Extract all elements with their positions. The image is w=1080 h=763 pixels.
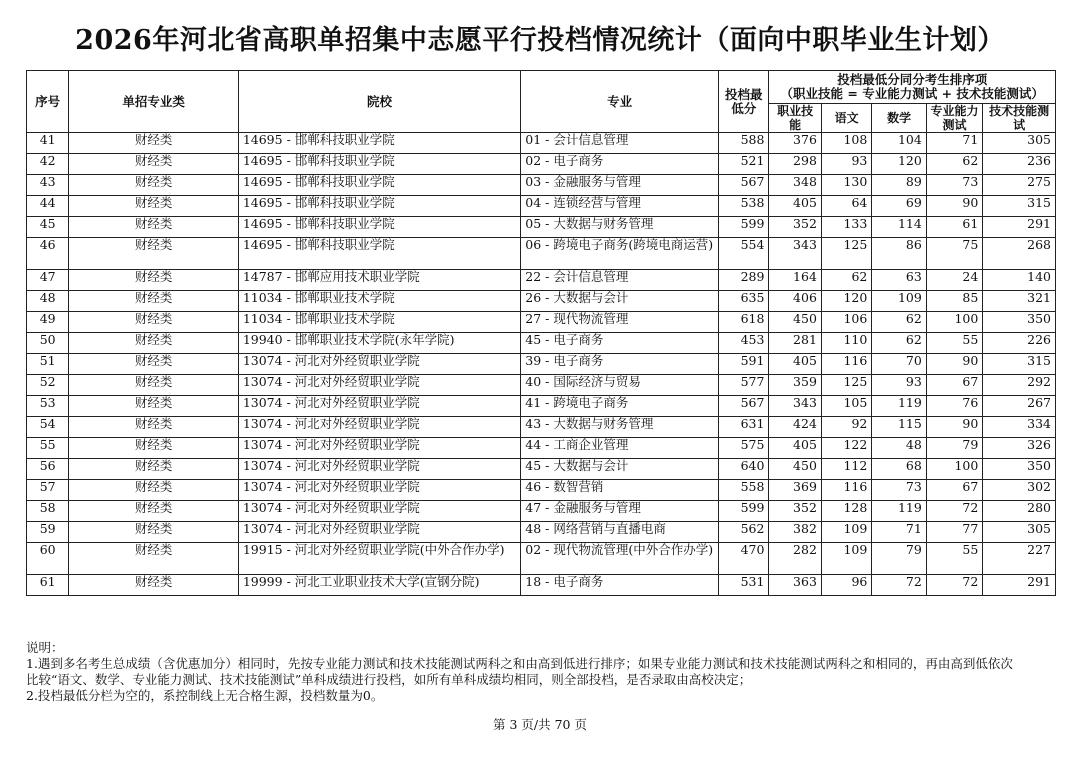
min-score-cell: 591: [719, 354, 769, 375]
professional-cell: 73: [926, 175, 982, 196]
school-cell: 13074 - 河北对外经贸职业学院: [238, 438, 520, 459]
category-cell: 财经类: [69, 459, 238, 480]
table-row: [27, 575, 1056, 596]
math-cell: 63: [872, 270, 926, 291]
school-cell: 11034 - 邯郸职业技术学院: [238, 312, 520, 333]
vocational-cell: 282: [769, 543, 821, 575]
chinese-cell: 64: [821, 196, 871, 217]
chinese-cell: 108: [821, 133, 871, 154]
technical-cell: 315: [983, 354, 1056, 375]
professional-cell: 77: [926, 522, 982, 543]
chinese-cell: 109: [821, 543, 871, 575]
major-cell: 45 - 大数据与会计: [521, 459, 719, 480]
header-chinese: 语文: [821, 104, 871, 133]
math-cell: 119: [872, 396, 926, 417]
seq-cell: 42: [27, 154, 69, 175]
major-cell: 39 - 电子商务: [521, 354, 719, 375]
professional-cell: 62: [926, 154, 982, 175]
major-cell: 05 - 大数据与财务管理: [521, 217, 719, 238]
math-cell: 104: [872, 133, 926, 154]
min-score-cell: 558: [719, 480, 769, 501]
table-row: [27, 522, 1056, 543]
major-cell: 46 - 数智营销: [521, 480, 719, 501]
school-cell: 13074 - 河北对外经贸职业学院: [238, 480, 520, 501]
technical-cell: 305: [983, 522, 1056, 543]
major-cell: 47 - 金融服务与管理: [521, 501, 719, 522]
min-score-cell: 575: [719, 438, 769, 459]
category-cell: 财经类: [69, 175, 238, 196]
professional-cell: 100: [926, 459, 982, 480]
math-cell: 93: [872, 375, 926, 396]
professional-cell: 67: [926, 375, 982, 396]
professional-cell: 55: [926, 333, 982, 354]
technical-cell: 268: [983, 238, 1056, 270]
header-professional: 专业能力测试: [926, 104, 982, 133]
professional-cell: 85: [926, 291, 982, 312]
major-cell: 03 - 金融服务与管理: [521, 175, 719, 196]
math-cell: 68: [872, 459, 926, 480]
professional-cell: 24: [926, 270, 982, 291]
school-cell: 14787 - 邯郸应用技术职业学院: [238, 270, 520, 291]
technical-cell: 291: [983, 217, 1056, 238]
chinese-cell: 116: [821, 480, 871, 501]
professional-cell: 76: [926, 396, 982, 417]
vocational-cell: 359: [769, 375, 821, 396]
min-score-cell: 289: [719, 270, 769, 291]
category-cell: 财经类: [69, 217, 238, 238]
table-row: [27, 217, 1056, 238]
notes: [26, 640, 1066, 704]
vocational-cell: 281: [769, 333, 821, 354]
school-cell: 14695 - 邯郸科技职业学院: [238, 196, 520, 217]
table-row: [27, 133, 1056, 154]
school-cell: 14695 - 邯郸科技职业学院: [238, 238, 520, 270]
header-school: 院校: [238, 71, 520, 133]
school-cell: 14695 - 邯郸科技职业学院: [238, 133, 520, 154]
chinese-cell: 125: [821, 238, 871, 270]
seq-cell: 58: [27, 501, 69, 522]
category-cell: 财经类: [69, 575, 238, 596]
technical-cell: 302: [983, 480, 1056, 501]
professional-cell: 72: [926, 501, 982, 522]
professional-cell: 71: [926, 133, 982, 154]
major-cell: 26 - 大数据与会计: [521, 291, 719, 312]
category-cell: 财经类: [69, 396, 238, 417]
school-cell: 13074 - 河北对外经贸职业学院: [238, 354, 520, 375]
table-row: [27, 291, 1056, 312]
technical-cell: 334: [983, 417, 1056, 438]
professional-cell: 100: [926, 312, 982, 333]
seq-cell: 46: [27, 238, 69, 270]
major-cell: 41 - 跨境电子商务: [521, 396, 719, 417]
vocational-cell: 382: [769, 522, 821, 543]
school-cell: 13074 - 河北对外经贸职业学院: [238, 396, 520, 417]
min-score-cell: 521: [719, 154, 769, 175]
seq-cell: 59: [27, 522, 69, 543]
table-row: [27, 543, 1056, 575]
table-row: [27, 270, 1056, 291]
major-cell: 48 - 网络营销与直播电商: [521, 522, 719, 543]
technical-cell: 227: [983, 543, 1056, 575]
min-score-cell: 453: [719, 333, 769, 354]
min-score-cell: 631: [719, 417, 769, 438]
chinese-cell: 128: [821, 501, 871, 522]
vocational-cell: 369: [769, 480, 821, 501]
category-cell: 财经类: [69, 196, 238, 217]
category-cell: 财经类: [69, 312, 238, 333]
technical-cell: 226: [983, 333, 1056, 354]
seq-cell: 60: [27, 543, 69, 575]
chinese-cell: 112: [821, 459, 871, 480]
notes-line-3: 2.投档最低分栏为空的，系控制线上无合格生源，投档数量为0。: [26, 688, 384, 703]
major-cell: 01 - 会计信息管理: [521, 133, 719, 154]
vocational-cell: 352: [769, 501, 821, 522]
min-score-cell: 577: [719, 375, 769, 396]
notes-heading: 说明：: [26, 640, 64, 655]
table-row: [27, 459, 1056, 480]
math-cell: 73: [872, 480, 926, 501]
chinese-cell: 105: [821, 396, 871, 417]
professional-cell: 90: [926, 417, 982, 438]
category-cell: 财经类: [69, 522, 238, 543]
major-cell: 40 - 国际经济与贸易: [521, 375, 719, 396]
major-cell: 18 - 电子商务: [521, 575, 719, 596]
vocational-cell: 298: [769, 154, 821, 175]
major-cell: 27 - 现代物流管理: [521, 312, 719, 333]
header-min-score: 投档最低分: [719, 71, 769, 133]
math-cell: 48: [872, 438, 926, 459]
notes-line-1: 1.遇到多名考生总成绩（含优惠加分）相同时，先按专业能力测试和技术技能测试两科之和由高到低进行排序；如果专业能力测试和技术技能测试两科之和相同的，再由高到低依次: [26, 656, 1013, 671]
header-seq: 序号: [27, 71, 69, 133]
chinese-cell: 92: [821, 417, 871, 438]
math-cell: 70: [872, 354, 926, 375]
category-cell: 财经类: [69, 543, 238, 575]
math-cell: 89: [872, 175, 926, 196]
math-cell: 62: [872, 312, 926, 333]
category-cell: 财经类: [69, 154, 238, 175]
table-row: [27, 501, 1056, 522]
category-cell: 财经类: [69, 333, 238, 354]
seq-cell: 44: [27, 196, 69, 217]
chinese-cell: 120: [821, 291, 871, 312]
math-cell: 62: [872, 333, 926, 354]
chinese-cell: 109: [821, 522, 871, 543]
school-cell: 13074 - 河北对外经贸职业学院: [238, 375, 520, 396]
professional-cell: 90: [926, 196, 982, 217]
chinese-cell: 93: [821, 154, 871, 175]
min-score-cell: 567: [719, 175, 769, 196]
table-row: [27, 196, 1056, 217]
school-cell: 11034 - 邯郸职业技术学院: [238, 291, 520, 312]
table-body: [27, 133, 1056, 596]
math-cell: 119: [872, 501, 926, 522]
vocational-cell: 406: [769, 291, 821, 312]
min-score-cell: 538: [719, 196, 769, 217]
seq-cell: 51: [27, 354, 69, 375]
seq-cell: 57: [27, 480, 69, 501]
vocational-cell: 450: [769, 459, 821, 480]
min-score-cell: 618: [719, 312, 769, 333]
table-row: [27, 438, 1056, 459]
header-technical: 技术技能测试: [983, 104, 1056, 133]
professional-cell: 79: [926, 438, 982, 459]
admission-table: [26, 70, 1056, 596]
min-score-cell: 599: [719, 501, 769, 522]
technical-cell: 305: [983, 133, 1056, 154]
min-score-cell: 635: [719, 291, 769, 312]
chinese-cell: 130: [821, 175, 871, 196]
major-cell: 45 - 电子商务: [521, 333, 719, 354]
technical-cell: 291: [983, 575, 1056, 596]
category-cell: 财经类: [69, 480, 238, 501]
vocational-cell: 343: [769, 396, 821, 417]
category-cell: 财经类: [69, 291, 238, 312]
vocational-cell: 405: [769, 354, 821, 375]
school-cell: 19999 - 河北工业职业技术大学(宣钢分院): [238, 575, 520, 596]
category-cell: 财经类: [69, 238, 238, 270]
seq-cell: 61: [27, 575, 69, 596]
category-cell: 财经类: [69, 417, 238, 438]
vocational-cell: 343: [769, 238, 821, 270]
technical-cell: 315: [983, 196, 1056, 217]
table-row: [27, 417, 1056, 438]
header-math: 数学: [872, 104, 926, 133]
table-row: [27, 354, 1056, 375]
vocational-cell: 348: [769, 175, 821, 196]
seq-cell: 41: [27, 133, 69, 154]
table-row: [27, 375, 1056, 396]
vocational-cell: 164: [769, 270, 821, 291]
min-score-cell: 588: [719, 133, 769, 154]
vocational-cell: 405: [769, 438, 821, 459]
school-cell: 14695 - 邯郸科技职业学院: [238, 217, 520, 238]
header-major: 专业: [521, 71, 719, 133]
vocational-cell: 424: [769, 417, 821, 438]
min-score-cell: 554: [719, 238, 769, 270]
seq-cell: 52: [27, 375, 69, 396]
table-row: [27, 480, 1056, 501]
vocational-cell: 352: [769, 217, 821, 238]
professional-cell: 75: [926, 238, 982, 270]
vocational-cell: 376: [769, 133, 821, 154]
chinese-cell: 122: [821, 438, 871, 459]
professional-cell: 55: [926, 543, 982, 575]
chinese-cell: 133: [821, 217, 871, 238]
page-title: 2026年河北省高职单招集中志愿平行投档情况统计（面向中职毕业生计划）: [75, 25, 1005, 56]
min-score-cell: 599: [719, 217, 769, 238]
major-cell: 02 - 电子商务: [521, 154, 719, 175]
major-cell: 04 - 连锁经营与管理: [521, 196, 719, 217]
chinese-cell: 116: [821, 354, 871, 375]
school-cell: 13074 - 河北对外经贸职业学院: [238, 501, 520, 522]
technical-cell: 350: [983, 459, 1056, 480]
seq-cell: 43: [27, 175, 69, 196]
school-cell: 19940 - 邯郸职业技术学院(永年学院): [238, 333, 520, 354]
seq-cell: 56: [27, 459, 69, 480]
chinese-cell: 62: [821, 270, 871, 291]
math-cell: 109: [872, 291, 926, 312]
vocational-cell: 405: [769, 196, 821, 217]
table-row: [27, 312, 1056, 333]
technical-cell: 350: [983, 312, 1056, 333]
header-category: 单招专业类: [69, 71, 238, 133]
seq-cell: 53: [27, 396, 69, 417]
category-cell: 财经类: [69, 375, 238, 396]
major-cell: 44 - 工商企业管理: [521, 438, 719, 459]
math-cell: 79: [872, 543, 926, 575]
min-score-cell: 531: [719, 575, 769, 596]
major-cell: 02 - 现代物流管理(中外合作办学): [521, 543, 719, 575]
technical-cell: 280: [983, 501, 1056, 522]
major-cell: 22 - 会计信息管理: [521, 270, 719, 291]
header-vocational: 职业技能: [769, 104, 821, 133]
professional-cell: 61: [926, 217, 982, 238]
min-score-cell: 567: [719, 396, 769, 417]
technical-cell: 292: [983, 375, 1056, 396]
math-cell: 115: [872, 417, 926, 438]
technical-cell: 236: [983, 154, 1056, 175]
math-cell: 86: [872, 238, 926, 270]
school-cell: 13074 - 河北对外经贸职业学院: [238, 459, 520, 480]
chinese-cell: 96: [821, 575, 871, 596]
table-row: [27, 238, 1056, 270]
seq-cell: 50: [27, 333, 69, 354]
math-cell: 69: [872, 196, 926, 217]
category-cell: 财经类: [69, 354, 238, 375]
math-cell: 120: [872, 154, 926, 175]
vocational-cell: 363: [769, 575, 821, 596]
seq-cell: 45: [27, 217, 69, 238]
seq-cell: 48: [27, 291, 69, 312]
min-score-cell: 562: [719, 522, 769, 543]
table-row: [27, 154, 1056, 175]
math-cell: 72: [872, 575, 926, 596]
header-rank-title: 投档最低分同分考生排序项: [837, 72, 988, 87]
category-cell: 财经类: [69, 501, 238, 522]
chinese-cell: 110: [821, 333, 871, 354]
school-cell: 13074 - 河北对外经贸职业学院: [238, 522, 520, 543]
seq-cell: 49: [27, 312, 69, 333]
notes-line-2: 比较“语文、数学、专业能力测试、技术技能测试”单科成绩进行投档，如所有单科成绩均相同，则全部投档，是否录取由高校决定；: [26, 672, 752, 687]
category-cell: 财经类: [69, 270, 238, 291]
chinese-cell: 106: [821, 312, 871, 333]
category-cell: 财经类: [69, 133, 238, 154]
seq-cell: 54: [27, 417, 69, 438]
school-cell: 14695 - 邯郸科技职业学院: [238, 154, 520, 175]
chinese-cell: 125: [821, 375, 871, 396]
technical-cell: 275: [983, 175, 1056, 196]
table-row: [27, 175, 1056, 196]
min-score-cell: 640: [719, 459, 769, 480]
technical-cell: 140: [983, 270, 1056, 291]
seq-cell: 55: [27, 438, 69, 459]
school-cell: 13074 - 河北对外经贸职业学院: [238, 417, 520, 438]
professional-cell: 72: [926, 575, 982, 596]
header-rank-formula: （职业技能 = 专业能力测试 + 技术技能测试）: [780, 86, 1044, 101]
school-cell: 14695 - 邯郸科技职业学院: [238, 175, 520, 196]
table-row: [27, 396, 1056, 417]
major-cell: 06 - 跨境电子商务(跨境电商运营): [521, 238, 719, 270]
header-rank-group: [769, 71, 1056, 104]
table-row: [27, 333, 1056, 354]
category-cell: 财经类: [69, 438, 238, 459]
technical-cell: 267: [983, 396, 1056, 417]
math-cell: 114: [872, 217, 926, 238]
seq-cell: 47: [27, 270, 69, 291]
professional-cell: 67: [926, 480, 982, 501]
page-number: 第 3 页/共 70 页: [493, 717, 587, 732]
technical-cell: 321: [983, 291, 1056, 312]
technical-cell: 326: [983, 438, 1056, 459]
major-cell: 43 - 大数据与财务管理: [521, 417, 719, 438]
math-cell: 71: [872, 522, 926, 543]
min-score-cell: 470: [719, 543, 769, 575]
professional-cell: 90: [926, 354, 982, 375]
vocational-cell: 450: [769, 312, 821, 333]
school-cell: 19915 - 河北对外经贸职业学院(中外合作办学): [238, 543, 520, 575]
